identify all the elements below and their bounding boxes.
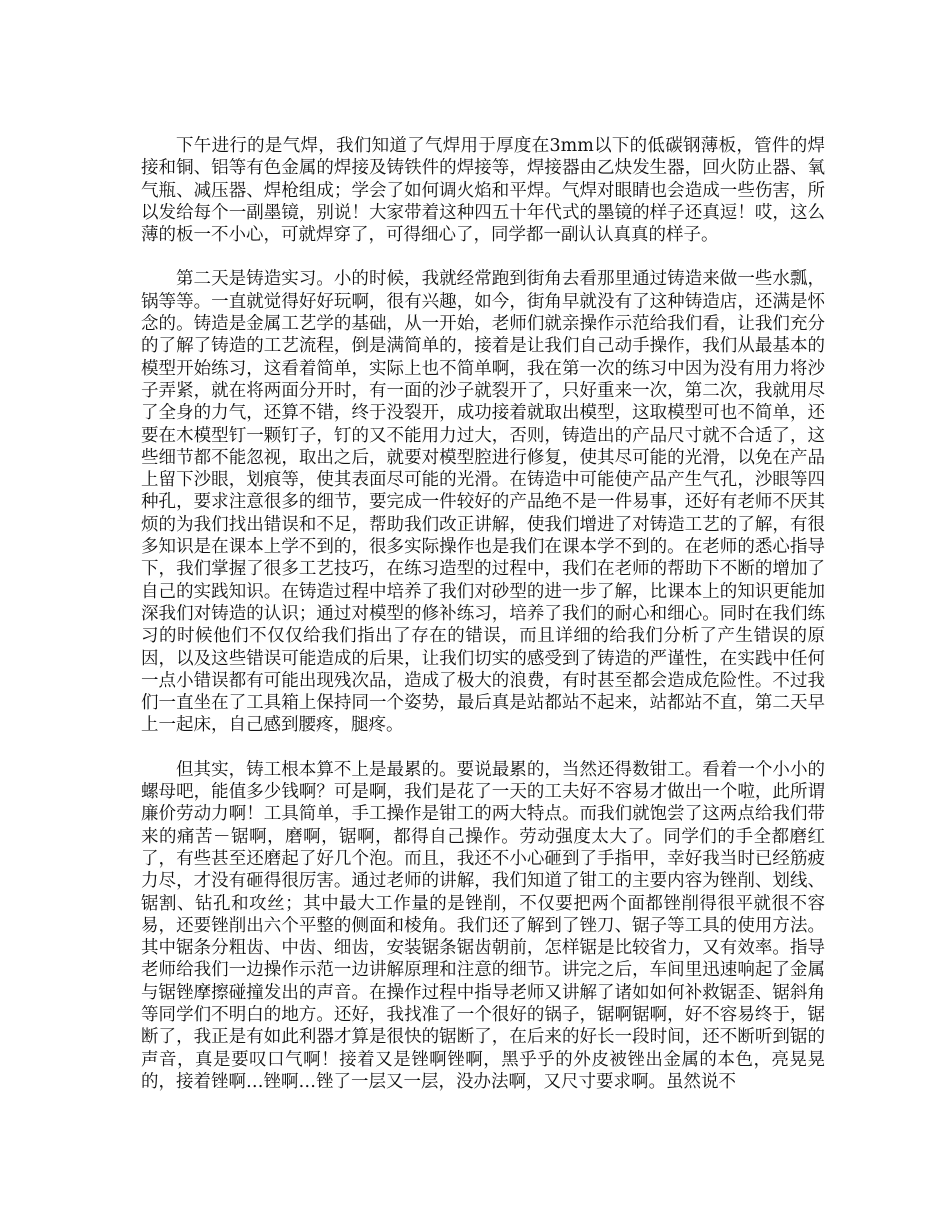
paragraph-fitter-work: 但其实，铸工根本算不上是最累的。要说最累的，当然还得数钳工。看着一个小小的螺母吧，能值多少钱啊？可是啊，我们是花了一天的工夫好不容易才做出一个啦，此所谓廉价劳动力啊！工具简单，手工操作是钳工的两大特点。而我们就饱尝了这两点给我们带来的痛苦－锯啊，磨啊，锯啊，都得自己操作。劳动强度太大了。同学们的手全都磨红了，有些甚至还磨起了好几个泡。而且，我还不小心砸到了手指甲，幸好我当时已经筋疲力尽，才没有砸得很厉害。通过老师的讲解，我们知道了钳工的主要内容为锉削、划线、锯割、钻孔和攻丝；其中最大工作量的是锉削，不仅要把两个面都锉削得很平就很不容易，还要锉削出六个平整的侧面和棱角。我们还了解到了锉刀、锯子等工具的使用方法。其中锯条分粗齿、中齿、细齿，安装锯条锯齿朝前，怎样锯是比较省力，又有效率。指导老师给我们一边操作示范一边讲解原理和注意的细节。讲完之后，车间里迅速响起了金属与锯锉摩擦碰撞发出的声音。在操作过程中指导老师又讲解了诸如如何补救锯歪、锯斜角等同学们不明白的地方。还好，我找准了一个很好的锅子，锯啊锯啊，好不容易终于，锯断了，我正是有如此利器才算是很快的锯断了，在后来的好长一段时间，还不断听到锯的声音，真是要叹口气啊！接着又是锉啊锉啊，黑乎乎的外皮被锉出金属的本色，亮晃晃的，接着锉啊…锉啊…锉了一层又一层，没办法啊，又尺寸要求啊。虽然说不 [141, 759, 825, 1092]
paragraph-gas-welding: 下午进行的是气焊，我们知道了气焊用于厚度在3mm以下的低碳钢薄板，管件的焊接和铜、铝等有色金属的焊接及铸铁件的焊接等，焊接器由乙炔发生器，回火防止器、氧气瓶、减压器、焊枪组成；学会了如何调火焰和平焊。气焊对眼睛也会造成一些伤害，所以发给每个一副墨镜，别说！大家带着这种四五十年代式的墨镜的样子还真逗！哎，这么薄的板一不小心，可就焊穿了，可得细心了，同学都一副认认真真的样子。 [141, 136, 825, 246]
document-body [141, 135, 825, 1093]
paragraph-casting-practice: 第二天是铸造实习。小的时候，我就经常跑到街角去看那里通过铸造来做一些水瓢，锅等等。一直就觉得好好玩啊，很有兴趣，如今，街角早就没有了这种铸造店，还满是怀念的。铸造是金属工艺学的基础，从一开始，老师们就亲操作示范给我们看，让我们充分的了解了铸造的工艺流程，倒是满简单的，接着是让我们自己动手操作，我们从最基本的模型开始练习，这看着简单，实际上也不简单啊，我在第一次的练习中因为没有用力将沙子弄紧，就在将两面分开时，有一面的沙子就裂开了，只好重来一次，第二次，我就用尽了全身的力气，还算不错，终于没裂开，成功接着就取出模型，这取模型可也不简单，还要在木模型钉一颗钉子，钉的又不能用力过大，否则，铸造出的产品尺寸就不合适了，这些细节都不能忽视，取出之后，就要对模型腔进行修复，使其尽可能的光滑，以免在产品上留下沙眼，划痕等，使其表面尽可能的光滑。在铸造中可能使产品产生气孔，沙眼等四种孔，要求注意很多的细节，要完成一件较好的产品绝不是一件易事，还好有老师不厌其烦的为我们找出错误和不足，帮助我们改正讲解，使我们增进了对铸造工艺的了解，有很多知识是在课本上学不到的，很多实际操作也是我们在课本学不到的。在老师的悉心指导下，我们掌握了很多工艺技巧，在练习造型的过程中，我们在老师的帮助下不断的增加了自己的实践知识。在铸造过程中培养了我们对砂型的进一步了解，比课本上的知识更能加深我们对铸造的认识；通过对模型的修补练习，培养了我们的耐心和细心。同时在我们练习的时候他们不仅仅给我们指出了存在的错误，而且详细的给我们分析了产生错误的原因，以及这些错误可能造成的后果，让我们切实的感受到了铸造的严谨性，在实践中任何一点小错误都有可能出现残次品，造成了极大的浪费，有时甚至都会造成危险性。不过我们一直坐在了工具箱上保持同一个姿势，最后真是站都站不起来，站都站不直，第二天早上一起床，自己感到腰疼，腿疼。 [141, 269, 825, 736]
